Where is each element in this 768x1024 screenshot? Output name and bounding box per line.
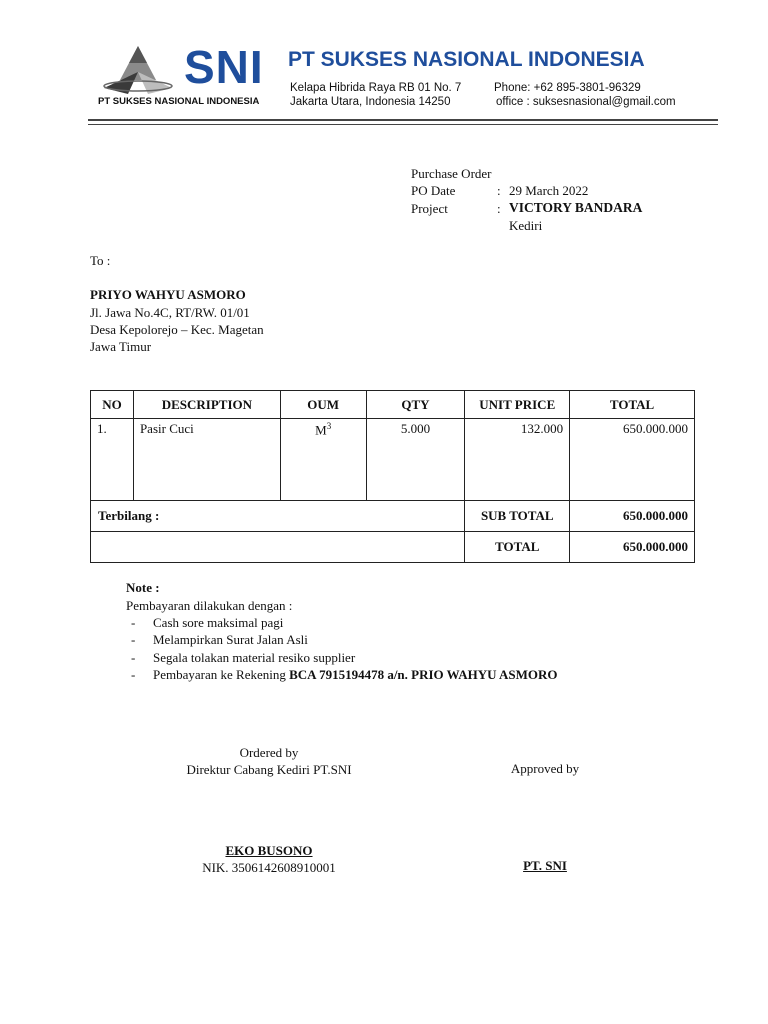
note-bank-prefix: Pembayaran ke Rekening [153, 667, 290, 682]
terbilang-label: Terbilang : [91, 501, 465, 532]
letterhead-rule-thin [88, 124, 718, 125]
header-qty: QTY [366, 391, 465, 419]
project-separator: : [497, 201, 501, 216]
header-description: DESCRIPTION [133, 391, 280, 419]
note-bullet: - [131, 615, 136, 630]
header-oum: OUM [280, 391, 366, 419]
company-phone: Phone: +62 895-3801-96329 [494, 82, 641, 94]
company-name: PT SUKSES NASIONAL INDONESIA [288, 48, 645, 71]
cell-description: Pasir Cuci [133, 419, 280, 501]
note-item: Melampirkan Surat Jalan Asli [153, 632, 308, 647]
total-row [91, 532, 695, 563]
note-bullet: - [131, 667, 136, 682]
oum-superscript: 3 [326, 421, 332, 431]
note-bullet: - [131, 650, 136, 665]
po-date-separator: : [497, 183, 501, 198]
po-items-table [90, 390, 695, 563]
subtotal-value: 650.000.000 [570, 501, 695, 532]
logo-text: SNI [184, 41, 264, 93]
subtotal-label: SUB TOTAL [465, 501, 570, 532]
note-item: Cash sore maksimal pagi [153, 615, 284, 630]
cell-unit-price: 132.000 [465, 419, 570, 501]
po-date-value: 29 March 2022 [509, 183, 589, 198]
cell-total: 650.000.000 [570, 419, 695, 501]
table-row [91, 419, 695, 501]
recipient-address-line2: Desa Kepolorejo – Kec. Magetan [90, 322, 264, 337]
ordered-by-nik: NIK. 3506142608910001 [202, 860, 336, 875]
note-bullet: - [131, 632, 136, 647]
cell-no: 1. [91, 419, 134, 501]
company-address-line2: Jakarta Utara, Indonesia 14250 [290, 96, 451, 108]
approved-by-label: Approved by [510, 761, 580, 776]
note-intro: Pembayaran dilakukan dengan : [126, 598, 293, 613]
letterhead [88, 30, 718, 122]
project-value: VICTORY BANDARA [509, 200, 643, 215]
table-header-row [91, 391, 695, 419]
logo-caption: PT SUKSES NASIONAL INDONESIA [98, 96, 260, 107]
oum-unit: M [315, 422, 327, 438]
po-title: Purchase Order [411, 166, 492, 181]
ordered-by-role: Direktur Cabang Kediri PT.SNI [186, 762, 352, 777]
header-total: TOTAL [570, 391, 695, 419]
header-unit-price: UNIT PRICE [465, 391, 570, 419]
note-item: Segala tolakan material resiko supplier [153, 650, 356, 665]
total-row-blank [91, 532, 465, 563]
recipient-name: PRIYO WAHYU ASMORO [90, 287, 246, 302]
total-value: 650.000.000 [570, 532, 695, 563]
to-label: To : [90, 253, 111, 268]
header-no: NO [91, 391, 134, 419]
recipient-address-line3: Jawa Timur [90, 339, 152, 354]
subtotal-row [91, 501, 695, 532]
po-date-label: PO Date [411, 183, 456, 198]
recipient-address-line1: Jl. Jawa No.4C, RT/RW. 01/01 [90, 305, 250, 320]
note-bank-line [153, 667, 558, 683]
note-bank-account: BCA 7915194478 a/n. PRIO WAHYU ASMORO [289, 667, 558, 682]
ordered-by-name: EKO BUSONO [225, 843, 313, 858]
letterhead-rule-thick [88, 119, 718, 121]
note-title: Note : [126, 580, 160, 595]
project-label: Project [411, 201, 448, 216]
cell-qty: 5.000 [366, 419, 465, 501]
cell-oum [280, 419, 366, 501]
approved-by-name: PT. SNI [523, 858, 567, 873]
project-location: Kediri [509, 218, 543, 233]
company-email: office : suksesnasional@gmail.com [496, 96, 676, 108]
total-label: TOTAL [465, 532, 570, 563]
company-address-line1: Kelapa Hibrida Raya RB 01 No. 7 [290, 82, 462, 94]
sni-logo-icon [98, 42, 178, 100]
ordered-by-label: Ordered by [239, 745, 299, 760]
